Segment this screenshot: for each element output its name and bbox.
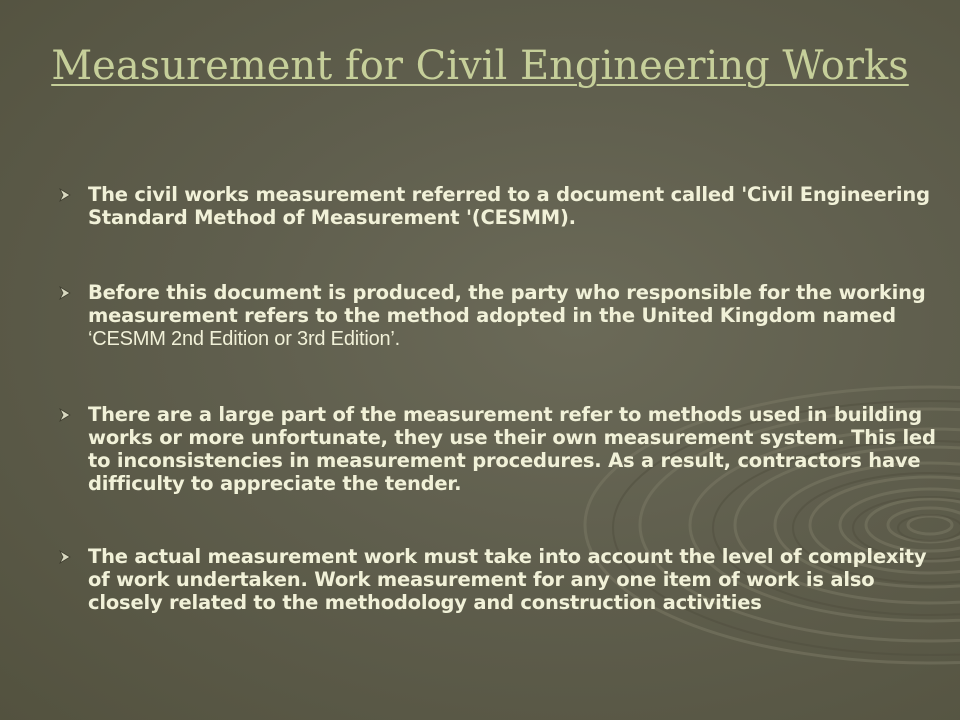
bullet-text-plain: ‘CESMM 2nd Edition or 3rd Edition’.	[88, 328, 401, 350]
bullet-text: Before this document is produced, the party who responsible for the working measurement refers to the method adopted in the United Kingdom named	[88, 281, 926, 327]
page-title: Measurement for Civil Engineering Works	[51, 43, 909, 89]
bullet-text: There are a large part of the measurement refer to methods used in building works or more unfortunate, they use their own measurement system. This led to inconsistencies in measurement procedures. As a result, contractors have difficulty to appreciate the tender.	[88, 403, 936, 495]
bullet-text: The actual measurement work must take into account the level of complexity of work undertaken. Work measurement for any one item of work is also closely related to the methodology and construction activities	[88, 545, 927, 614]
list-item	[56, 281, 948, 351]
list-item	[56, 183, 948, 229]
arrow-bullet-icon	[58, 188, 72, 202]
bullet-list	[56, 183, 948, 666]
list-item	[56, 403, 948, 495]
list-item	[56, 545, 948, 614]
arrow-bullet-icon	[58, 286, 72, 300]
bullet-text: The civil works measurement referred to a document called 'Civil Engineering Standard Method of Measurement '(CESMM).	[88, 183, 930, 229]
arrow-bullet-icon	[58, 550, 72, 564]
arrow-bullet-icon	[58, 408, 72, 422]
